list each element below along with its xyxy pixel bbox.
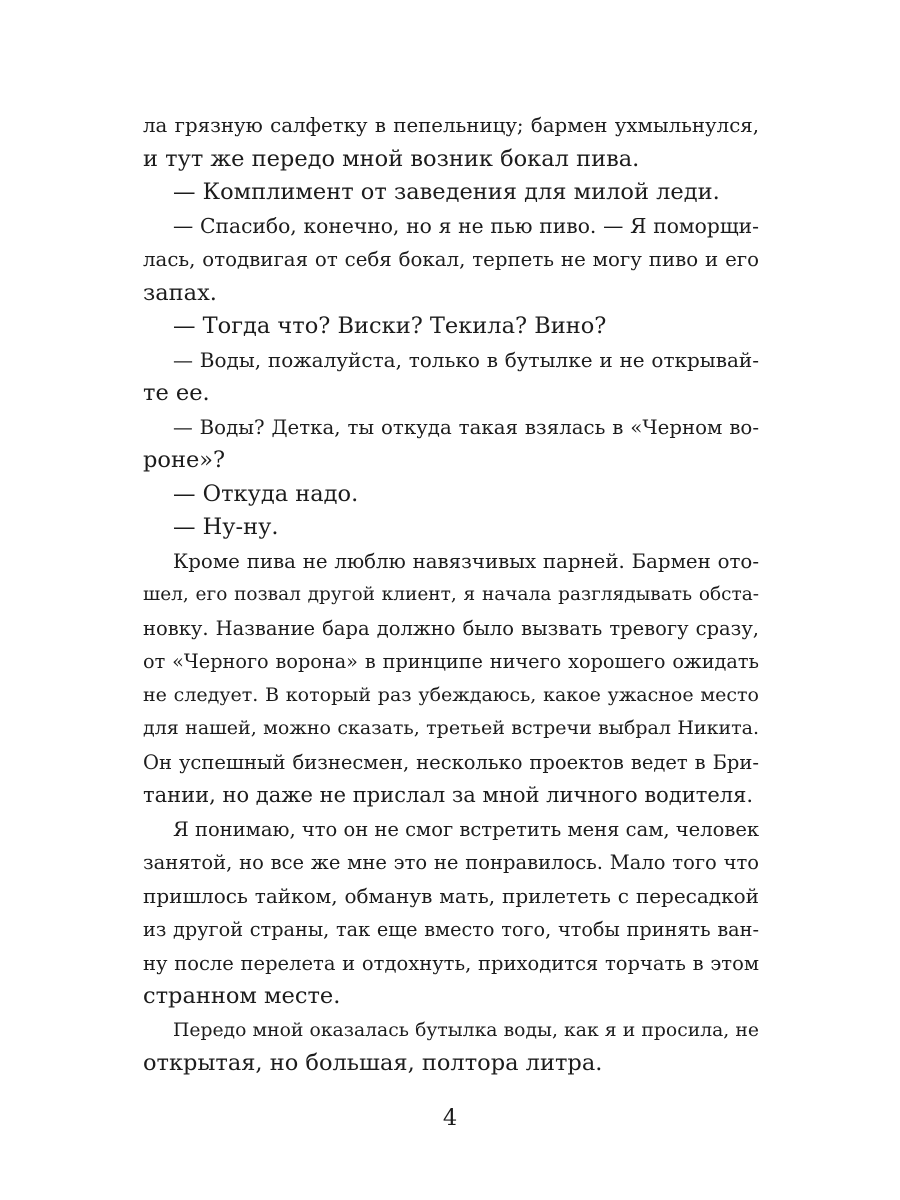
text-line: Он успешный бизнесмен, несколько проектов ведет в Бри- — [143, 750, 759, 774]
text-line: пришлось тайком, обманув мать, прилететь с пересадкой — [143, 883, 759, 908]
text-line: — Воды, пожалуйста, только в бутылке и не открывай- — [173, 347, 759, 372]
text-line: ла грязную салфетку в пепельницу; бармен ухмыльнулся, — [143, 114, 759, 137]
text-line: от «Черного ворона» в принципе ничего хорошего ожидать — [143, 650, 759, 673]
text-line: открытая, но большая, полтора литра. — [143, 1050, 603, 1076]
text-line: странном месте. — [143, 983, 341, 1009]
text-line: лась, отодвигая от себя бокал, терпеть не могу пиво и его — [143, 248, 759, 271]
text-line: — Комплимент от заведения для милой леди. — [173, 179, 720, 205]
text-line: новку. Название бара должно было вызвать тревогу сразу, — [143, 616, 759, 640]
text-line: Кроме пива не люблю навязчивых парней. Бармен ото- — [173, 549, 759, 573]
text-line: Я понимаю, что он не смог встретить меня сам, человек — [173, 817, 760, 841]
text-line: и тут же передо мной возник бокал пива. — [143, 145, 640, 172]
body-text — [143, 109, 759, 1081]
text-line: — Ну-ну. — [173, 514, 279, 540]
text-line: не следует. В который раз убеждаюсь, какое ужасное место — [143, 683, 759, 706]
text-line: — Воды? Детка, ты откуда такая взялась в «Черном во- — [173, 415, 759, 439]
text-line: шел, его позвал другой клиент, я начала разглядывать обста- — [143, 584, 759, 605]
text-line: роне»? — [143, 447, 226, 473]
text-line: ну после перелета и отдохнуть, приходится торчать в этом — [143, 951, 759, 975]
text-line: из другой страны, так еще вместо того, чтобы принять ван- — [143, 918, 759, 941]
page-number: 4 — [442, 1105, 458, 1131]
text-line: — Тогда что? Виски? Текила? Вино? — [173, 313, 607, 339]
text-line: для нашей, можно сказать, третьей встречи выбрал Никита. — [143, 717, 759, 739]
text-line: запах. — [143, 279, 217, 306]
text-line: — Спасибо, конечно, но я не пью пиво. — Я поморщи- — [173, 213, 759, 238]
text-line: тании, но даже не прислал за мной личного водителя. — [143, 783, 754, 807]
text-line: те ее. — [143, 380, 210, 406]
text-line: Передо мной оказалась бутылка воды, как я и просила, не — [173, 1019, 759, 1041]
text-line: — Откуда надо. — [173, 480, 359, 507]
text-line: занятой, но все же мне это не понравилось. Мало того что — [143, 851, 759, 874]
